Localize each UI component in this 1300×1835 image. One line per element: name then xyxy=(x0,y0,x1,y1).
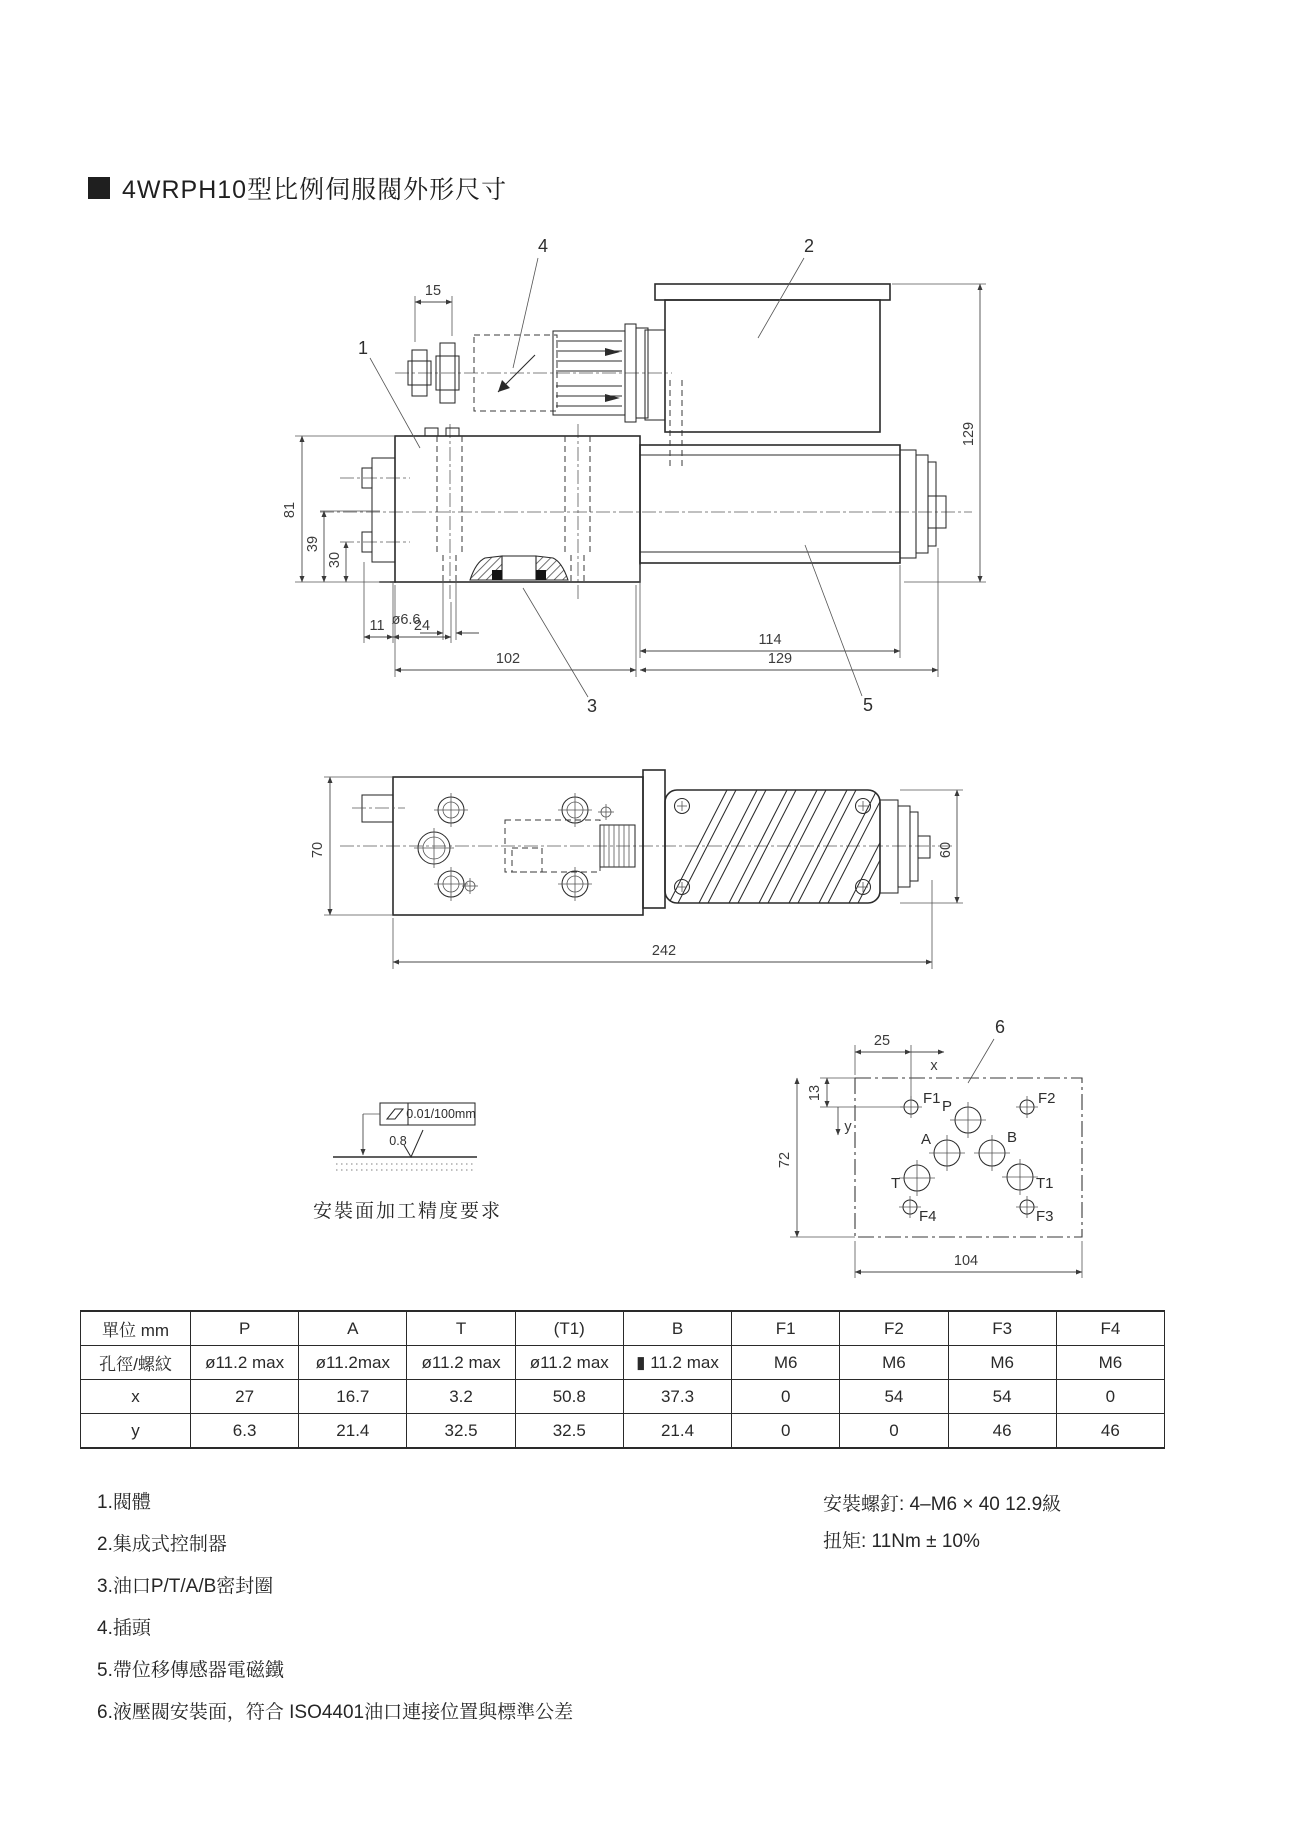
dim-72-text: 72 xyxy=(777,1151,793,1169)
dimension-table xyxy=(80,1310,1165,1449)
port-t-label: T xyxy=(891,1175,901,1192)
table-cell: 單位 mm xyxy=(81,1311,191,1346)
table-cell: ø11.2 max xyxy=(515,1346,623,1380)
page-title-text: 4WRPH10型比例伺服閥外形尺寸 xyxy=(122,176,508,204)
table-cell: 6.3 xyxy=(191,1414,299,1449)
table-row-y xyxy=(81,1414,1165,1449)
table-cell: 0 xyxy=(732,1380,840,1414)
dim-104-text: 104 xyxy=(953,1253,979,1269)
dim-24-text: 24 xyxy=(413,618,431,634)
port-dims xyxy=(777,1033,1082,1278)
dim-129-right-text: 129 xyxy=(961,421,977,447)
dim-hole-text: ø6.6 xyxy=(391,612,421,628)
callout-4: 4 xyxy=(537,236,549,256)
table-cell: 54 xyxy=(948,1380,1056,1414)
table-cell: 0 xyxy=(732,1414,840,1449)
table-cell: M6 xyxy=(1056,1346,1164,1380)
dim-129-right xyxy=(892,284,986,582)
port-callout-6 xyxy=(968,1017,1005,1083)
dim-129-bottom-text: 129 xyxy=(767,651,793,667)
title-bullet-icon xyxy=(88,177,110,199)
table-row-header xyxy=(81,1311,1165,1346)
dim-11-text: 11 xyxy=(369,618,385,634)
flatness-caption: 安裝面加工精度要求 xyxy=(313,1201,503,1222)
front-callouts xyxy=(358,236,873,716)
table-cell: F2 xyxy=(840,1311,948,1346)
table-cell: B xyxy=(623,1311,731,1346)
table-cell: (T1) xyxy=(515,1311,623,1346)
legend-notes xyxy=(97,1492,573,1744)
table-cell: F4 xyxy=(1056,1311,1164,1346)
plan-solenoid xyxy=(643,770,930,908)
table-cell: 32.5 xyxy=(515,1414,623,1449)
table-cell: 46 xyxy=(948,1414,1056,1449)
callout-5: 5 xyxy=(862,695,874,715)
flatness-tolerance-text: 0.01/100mm xyxy=(406,1107,476,1121)
table-cell: M6 xyxy=(732,1346,840,1380)
dim-102-text: 102 xyxy=(495,651,521,667)
table-cell: ▮ 11.2 max xyxy=(623,1346,731,1380)
roughness-symbol xyxy=(389,1130,423,1157)
table-cell: A xyxy=(299,1311,407,1346)
note-item-5: 5.帶位移傳感器電磁鐵 xyxy=(97,1660,284,1681)
callout-1: 1 xyxy=(357,338,369,358)
axis-x-text: x xyxy=(930,1058,938,1074)
table-cell: F3 xyxy=(948,1311,1056,1346)
roughness-value-text: 0.8 xyxy=(389,1134,407,1148)
controller-box xyxy=(645,284,890,432)
plan-view-drawing xyxy=(300,760,980,1020)
table-cell: M6 xyxy=(840,1346,948,1380)
dim-13-text: 13 xyxy=(807,1084,823,1102)
port-b-label: B xyxy=(1007,1129,1018,1146)
ports xyxy=(891,1090,1056,1225)
callout-3: 3 xyxy=(586,696,598,716)
body-bolt-holes xyxy=(437,436,590,582)
table-cell: 0 xyxy=(1056,1380,1164,1414)
flatness-icon xyxy=(387,1109,403,1119)
flatness-frame xyxy=(363,1103,476,1155)
table-cell: 3.2 xyxy=(407,1380,515,1414)
port-seal xyxy=(470,556,568,580)
table-cell: F1 xyxy=(732,1311,840,1346)
table-cell: y xyxy=(81,1414,191,1449)
port-f2-label: F2 xyxy=(1038,1090,1056,1107)
mounting-screws-note: 安裝螺釘: 4–M6 × 40 12.9級 xyxy=(823,1494,1062,1515)
solenoid xyxy=(640,380,946,563)
table-cell: T xyxy=(407,1311,515,1346)
dim-25-text: 25 xyxy=(873,1033,891,1049)
mounting-torque-note: 扭矩: 11Nm ± 10% xyxy=(823,1531,980,1552)
table-cell: 21.4 xyxy=(623,1414,731,1449)
flatness-detail-drawing xyxy=(300,1085,520,1195)
roughness-icon xyxy=(404,1130,423,1157)
dim-30-text: 30 xyxy=(327,551,343,569)
callout-2: 2 xyxy=(803,236,815,256)
front-view-drawing xyxy=(280,200,1000,720)
note-item-1: 1.閥體 xyxy=(97,1492,151,1513)
table-cell: 27 xyxy=(191,1380,299,1414)
table-cell: 孔徑/螺紋 xyxy=(81,1346,191,1380)
port-f1-label: F1 xyxy=(923,1090,941,1107)
dim-70-text: 70 xyxy=(310,841,326,859)
callout-6: 6 xyxy=(994,1017,1006,1037)
port-t1-label: T1 xyxy=(1036,1175,1054,1192)
note-item-3: 3.油口P/T/A/B密封圈 xyxy=(97,1576,274,1597)
note-item-4: 4.插頭 xyxy=(97,1618,151,1639)
port-f3-label: F3 xyxy=(1036,1208,1054,1225)
dim-242-text: 242 xyxy=(651,943,677,959)
table-cell: 37.3 xyxy=(623,1380,731,1414)
note-item-2: 2.集成式控制器 xyxy=(97,1534,227,1555)
dim-114-text: 114 xyxy=(758,632,782,648)
table-cell: 50.8 xyxy=(515,1380,623,1414)
note-item-6: 6.液壓閥安裝面，符合 ISO4401油口連接位置與標準公差 xyxy=(97,1702,574,1723)
centerlines xyxy=(320,373,972,600)
port-a-label: A xyxy=(921,1131,932,1148)
table-cell: 54 xyxy=(840,1380,948,1414)
dim-15-text: 15 xyxy=(424,283,442,299)
table-cell: 0 xyxy=(840,1414,948,1449)
table-cell: ø11.2max xyxy=(299,1346,407,1380)
table-row-bore xyxy=(81,1346,1165,1380)
dim-15 xyxy=(415,283,452,342)
table-cell: 21.4 xyxy=(299,1414,407,1449)
table-cell: P xyxy=(191,1311,299,1346)
port-p-label: P xyxy=(942,1098,953,1115)
axis-y-text: y xyxy=(844,1119,852,1135)
mount-surface xyxy=(333,1157,477,1170)
table-cell: x xyxy=(81,1380,191,1414)
port-location-drawing xyxy=(770,1015,1110,1285)
table-cell: 16.7 xyxy=(299,1380,407,1414)
dim-81-text: 81 xyxy=(282,501,298,519)
table-cell: M6 xyxy=(948,1346,1056,1380)
port-f4-label: F4 xyxy=(919,1208,937,1225)
table-cell: 32.5 xyxy=(407,1414,515,1449)
dim-39-text: 39 xyxy=(305,535,321,553)
table-cell: ø11.2 max xyxy=(191,1346,299,1380)
table-row-x xyxy=(81,1380,1165,1414)
dim-60-text: 60 xyxy=(938,841,954,859)
table-cell: ø11.2 max xyxy=(407,1346,515,1380)
table-cell: 46 xyxy=(1056,1414,1164,1449)
